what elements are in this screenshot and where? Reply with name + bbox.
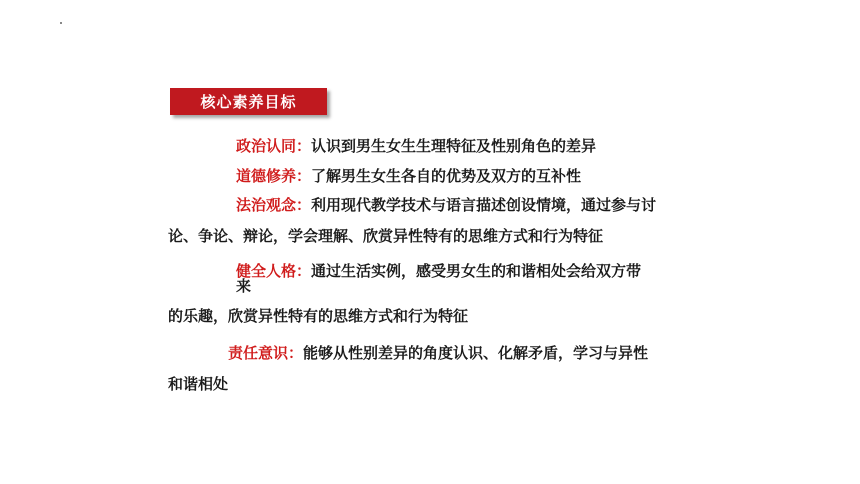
item-label: 健全人格：	[236, 262, 312, 280]
item-text: 通过生活实例，感受男女生的和谐相处会给双方带	[311, 262, 642, 280]
item-label: 政治认同：	[236, 137, 312, 155]
item-text: 认识到男生女生生理特征及性别角色的差异	[311, 137, 597, 155]
item-label: 道德修养：	[236, 167, 312, 185]
section-banner: 核心素养目标	[170, 88, 327, 115]
item-rule-of-law	[236, 196, 656, 214]
item-text: 了解男生女生各自的优势及双方的互补性	[311, 167, 582, 185]
item-continuation: 论、争论、辩论，学会理解、欣赏异性特有的思维方式和行为特征	[168, 227, 604, 245]
item-wrap: 来	[236, 277, 252, 295]
item-continuation: 和谐相处	[168, 375, 229, 393]
item-label: 法治观念：	[236, 196, 312, 214]
corner-dot	[60, 22, 62, 24]
item-politics	[236, 137, 596, 155]
item-continuation: 的乐趣，欣赏异性特有的思维方式和行为特征	[168, 307, 469, 325]
item-text: 能够从性别差异的角度认识、化解矛盾，学习与异性	[303, 344, 649, 362]
item-morality	[236, 167, 581, 185]
item-text: 利用现代教学技术与语言描述创设情境，通过参与讨	[311, 196, 657, 214]
item-responsibility	[228, 344, 648, 362]
item-label: 责任意识：	[228, 344, 304, 362]
item-personality	[236, 262, 641, 280]
